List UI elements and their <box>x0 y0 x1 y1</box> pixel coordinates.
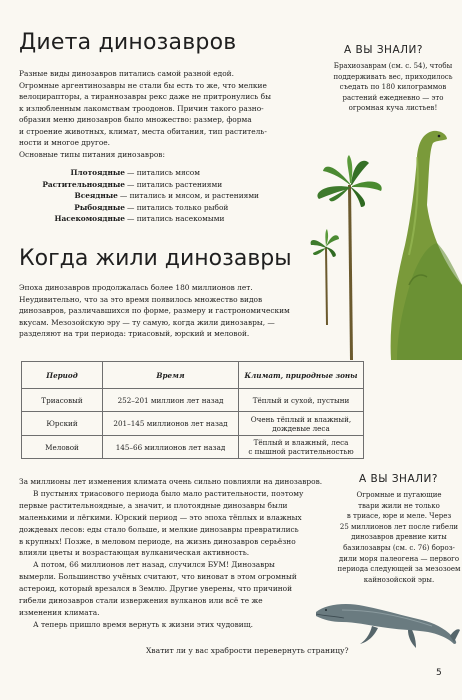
diet-type-item <box>19 179 259 191</box>
text-line: А теперь пришло время вернуть к жизни этих чудовищ. <box>33 619 253 629</box>
text-line: ности и многое другое. <box>19 138 110 147</box>
column-header-climate: Климат, природные зоны <box>239 362 364 389</box>
diet-type-name: Насекомоядные <box>54 214 125 224</box>
text-line: Основные типы питания динозавров: <box>19 149 165 159</box>
page-number: 5 <box>436 668 442 678</box>
text-line: вкусам. Мезозойскую эру — ту самую, когда жили динозавры, — <box>19 317 275 327</box>
text-line: огромная куча листьев! <box>348 104 438 113</box>
did-you-know-title-2: А ВЫ ЗНАЛИ? <box>359 473 438 485</box>
text-line: и строение животных, климат, места обитания, тип раститель- <box>19 126 267 136</box>
column-header-period: Период <box>22 362 103 389</box>
climate-cell <box>239 389 364 412</box>
climate-cell <box>239 436 364 459</box>
climate-line: с пышной растительностью <box>248 447 354 456</box>
periods-table <box>21 361 364 459</box>
diet-types-list <box>19 167 259 225</box>
basilosaurus-icon <box>316 604 460 648</box>
text-line: дождевых лесов: еды стало больше, и мелкие динозавры превратились <box>19 524 299 534</box>
text-line: вымерли. Большинство учёных считают, что виноват в этом огромный <box>19 572 297 582</box>
diet-type-item <box>19 190 259 202</box>
diet-type-description: — питались и мясом, и растениями <box>119 191 259 201</box>
table-header-row <box>22 362 364 389</box>
text-line: За миллионы лет изменения климата очень сильно повлияли на динозавров. <box>19 477 323 486</box>
text-line: Огромные и пугающие <box>356 491 442 499</box>
table-row <box>22 436 364 459</box>
table-row <box>22 412 364 436</box>
text-line: 25 миллионов лет после гибели <box>339 522 459 531</box>
text-line: велоцирапторы, а тираннозавры рекс даже не притронулись бы <box>19 92 271 101</box>
text-line: в триасе, юре и меле. Через <box>346 512 452 521</box>
diet-type-name: Рыбоядные <box>74 202 125 212</box>
climate-line: Очень тёплый и влажный, <box>250 414 352 424</box>
diet-type-description: — питались мясом <box>127 168 200 177</box>
text-line: Эпоха динозавров продолжалась более 180 миллионов лет. <box>19 283 253 292</box>
diet-type-item <box>19 202 259 214</box>
history-paragraph <box>19 476 339 631</box>
text-line: к излюбленным лакомствам троодонов. Причин такого разно- <box>19 103 264 113</box>
diet-type-description: — питались растениями <box>127 179 223 189</box>
did-you-know-text-2 <box>333 490 462 585</box>
text-line: А потом, 66 миллионов лет назад, случился БУМ! Динозавры <box>33 560 275 570</box>
diet-intro-paragraph <box>19 68 309 160</box>
when-title: Когда жили динозавры <box>19 246 292 271</box>
text-line: твари жили не только <box>358 501 440 510</box>
period-cell: Меловой <box>22 436 103 459</box>
diet-type-description: — питались насекомыми <box>127 214 225 224</box>
diet-type-item <box>19 167 259 179</box>
text-line: динозавров древние киты <box>351 533 447 542</box>
text-line: дили моря палеогена — первого <box>338 554 460 563</box>
text-line: съедать по 180 килограммов <box>339 83 447 92</box>
text-line: первые растительноядные, а значит, и плотоядные динозавры были <box>19 500 288 510</box>
brachiosaurus-icon <box>391 131 462 360</box>
text-line: в крупных! Позже, в меловом периоде, на жизнь динозавров серьёзно <box>19 536 296 546</box>
text-line: влияли цветы и возрастающая вулканическая активность. <box>19 548 250 558</box>
climate-line: дождевые леса <box>272 423 330 433</box>
did-you-know-title-1: А ВЫ ЗНАЛИ? <box>344 44 423 56</box>
period-cell: Триасовый <box>22 389 103 412</box>
time-cell: 201–145 миллионов лет назад <box>103 412 239 436</box>
diet-type-item <box>19 213 259 225</box>
column-header-time: Время <box>103 362 239 389</box>
text-line: образия меню динозавров было множество: размер, форма <box>19 115 252 124</box>
text-line: маленькими и лёгкими. Юрский период — это эпоха тёплых и влажных <box>19 512 302 522</box>
text-line: динозавров, различавшихся по форме, размеру и гастрономическим <box>19 306 290 315</box>
climate-line: Тёплый и сухой, пустыни <box>252 395 350 405</box>
closing-question: Хватит ли у вас храбрости перевернуть страницу? <box>146 646 349 655</box>
climate-cell <box>239 412 364 436</box>
text-line: астероид, который врезался в Землю. Другие уверены, что причиной <box>19 584 293 594</box>
text-line: изменения климата. <box>19 607 100 617</box>
diet-type-description: — питались только рыбой <box>127 202 229 212</box>
text-line: Огромные аргентинозавры не стали бы есть то же, что мелкие <box>19 80 267 90</box>
text-line: разделяют на три периода: триасовый, юрский и меловой. <box>19 329 250 338</box>
text-line: Брахиозаврам (см. с. 54), чтобы <box>333 62 453 70</box>
text-line: В пустынях триасового периода было мало растительности, поэтому <box>33 488 304 498</box>
text-line: Разные виды динозавров питались самой разной едой. <box>19 69 234 78</box>
text-line: кайнозойской эры. <box>363 575 435 584</box>
text-line: периода следующей за мезозоем <box>337 565 461 574</box>
time-cell: 145–66 миллионов лет назад <box>103 436 239 459</box>
period-cell: Юрский <box>22 412 103 436</box>
did-you-know-text-1 <box>327 61 459 114</box>
text-line: базилозавры (см. с. 76) бороз- <box>343 543 455 552</box>
text-line: растений ежедневно — это <box>342 93 444 102</box>
text-line: поддерживать вес, приходилось <box>333 72 453 81</box>
when-paragraph <box>19 282 349 340</box>
time-cell: 252–201 миллион лет назад <box>103 389 239 412</box>
diet-type-name: Плотоядные <box>70 168 125 177</box>
text-line: гибели динозавров стали извержения вулканов или всё те же <box>19 596 263 606</box>
diet-title: Диета динозавров <box>19 30 237 55</box>
diet-type-name: Растительноядные <box>42 179 125 189</box>
diet-type-name: Всеядные <box>74 191 118 201</box>
basilosaurus-illustration <box>312 590 460 652</box>
climate-line: Тёплый и влажный, леса <box>253 438 349 447</box>
text-line: Неудивительно, что за это время появилось множество видов <box>19 294 263 304</box>
table-row <box>22 389 364 412</box>
